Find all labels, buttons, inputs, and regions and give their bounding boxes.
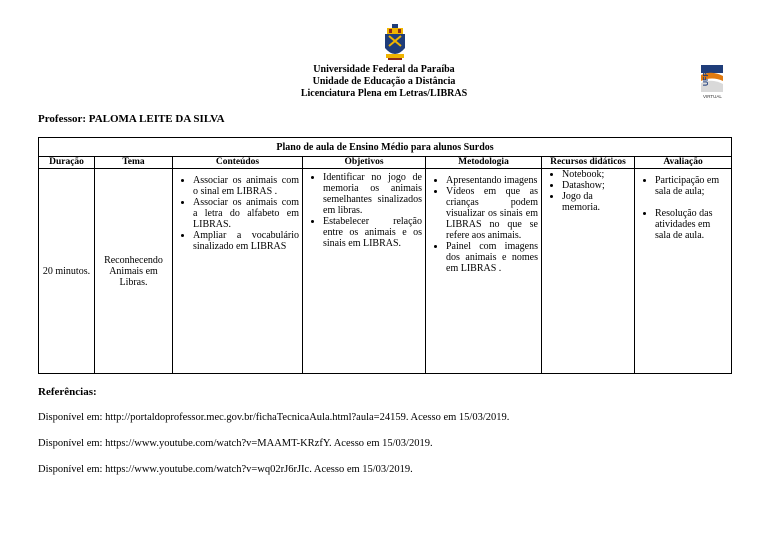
header-objetivos: Objetivos — [303, 157, 426, 169]
university-crest-logo — [383, 24, 407, 61]
cell-duracao: 20 minutos. — [39, 169, 95, 374]
metodologia-item: • Painel com imagens dos animais e nomes em LIBRAS . — [446, 241, 538, 274]
header-line-3: Licenciatura Plena em Letras/LIBRAS — [300, 88, 468, 99]
cell-metodologia — [426, 169, 542, 374]
recurso-item: • Datashow; — [562, 180, 631, 191]
recurso-item: • Jogo da memoria. — [562, 191, 631, 213]
header-recursos: Recursos didáticos — [542, 157, 635, 169]
header-conteudos: Conteúdos — [173, 157, 303, 169]
reference-item: Disponível em: https://www.youtube.com/watch?v=MAAMT-KRzfY. Acesso em 15/03/2019. — [38, 438, 433, 449]
lesson-plan-table — [38, 137, 732, 374]
table-row — [39, 169, 732, 374]
cell-avaliacao — [635, 169, 732, 374]
svg-text:VIRTUAL: VIRTUAL — [703, 94, 722, 99]
header-line-2: Unidade de Educação a Distância — [312, 76, 456, 87]
conteudo-item: • Associar os animais com o sinal em LIBRAS . — [193, 175, 299, 197]
university-header — [0, 64, 768, 100]
header-tema: Tema — [95, 157, 173, 169]
cell-recursos — [542, 169, 635, 374]
header-avaliacao: Avaliação — [635, 157, 732, 169]
conteudo-item: • Associar os animais com a letra do alfabeto em LIBRAS. — [193, 197, 299, 230]
objetivo-item: • Identificar no jogo de memoria os animais semelhantes sinalizados em libras. — [323, 172, 422, 216]
conteudo-item: • Ampliar a vocabulário sinalizado em LIBRAS — [193, 230, 299, 252]
recurso-item: • Notebook; — [562, 169, 631, 180]
table-header-row — [39, 157, 732, 169]
references-title: Referências: — [38, 386, 97, 398]
reference-item: Disponível em: https://www.youtube.com/watch?v=wq02rJ6rJIc. Acesso em 15/03/2019. — [38, 464, 413, 475]
ufpb-virtual-logo — [690, 64, 726, 100]
header-line-1: Universidade Federal da Paraíba — [313, 64, 455, 75]
table-title: Plano de aula de Ensino Médio para alunos Surdos — [39, 138, 732, 157]
cell-objetivos — [303, 169, 426, 374]
professor-line: Professor: PALOMA LEITE DA SILVA — [38, 113, 225, 125]
header-metodologia: Metodologia — [426, 157, 542, 169]
metodologia-item: • Vídeos em que as crianças podem visualizar os sinais em LIBRAS no que se refere aos animais. — [446, 186, 538, 241]
metodologia-item: • Apresentando imagens — [446, 175, 538, 186]
objetivo-item: • Estabelecer relação entre os animais e os sinais em LIBRAS. — [323, 216, 422, 249]
cell-tema: Reconhecendo Animais em Libras. — [95, 169, 173, 374]
avaliacao-item: • Resolução das atividades em sala de aula. — [655, 208, 728, 241]
cell-conteudos — [173, 169, 303, 374]
svg-text:UFPB: UFPB — [703, 66, 710, 86]
avaliacao-item: • Participação em sala de aula; — [655, 175, 728, 197]
reference-item: Disponível em: http://portaldoprofessor.mec.gov.br/fichaTecnicaAula.html?aula=24159. Acesso em 15/03/2019. — [38, 412, 510, 423]
header-duracao: Duração — [39, 157, 95, 169]
